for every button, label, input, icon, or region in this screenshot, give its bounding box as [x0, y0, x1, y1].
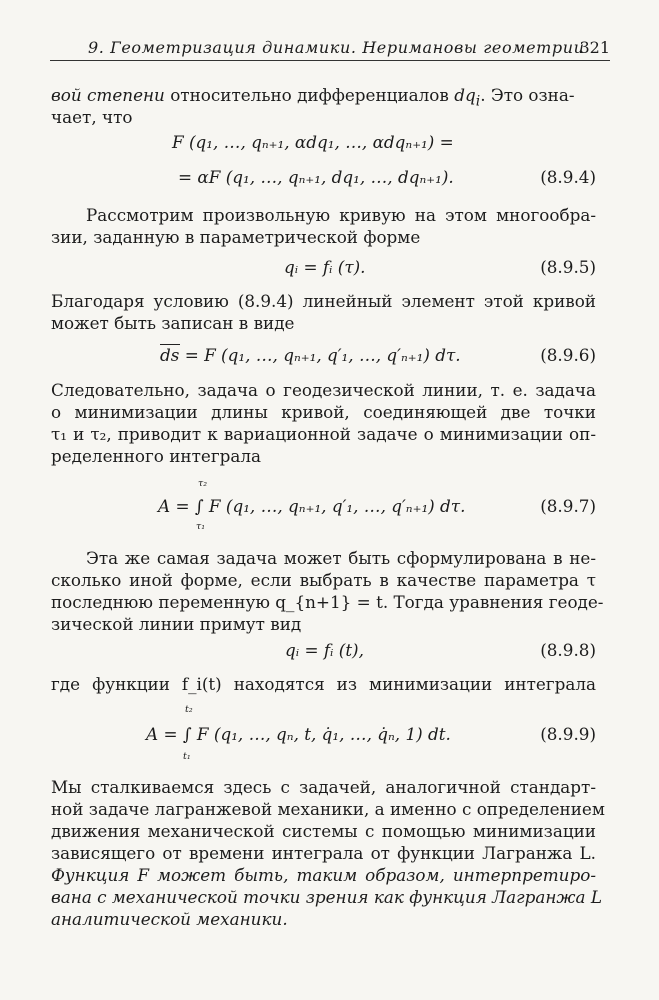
equation-8-9-5: qᵢ = fᵢ (τ). — [284, 257, 366, 277]
text-line: где функции f_i(t) находятся из минимизации интеграла — [51, 674, 596, 694]
italic-phrase: вой степени — [51, 85, 165, 105]
integral-lower-limit: t₁ — [183, 751, 191, 762]
math-dq: dq — [454, 85, 476, 105]
text-line: Следовательно, задача о геодезической линии, т. е. задача — [51, 380, 596, 400]
text-line: Мы сталкиваемся здесь с задачей, аналогичной стандарт- — [51, 777, 596, 797]
equation-8-9-4-line2: = αF (q₁, …, qₙ₊₁, dq₁, …, dqₙ₊₁). — [178, 167, 454, 187]
text-line: зависящего от времени интеграла от функции Лагранжа L. — [51, 843, 596, 863]
text-line: Благодаря условию (8.9.4) линейный элемент этой кривой — [51, 291, 596, 311]
math-sub-i: i — [475, 93, 481, 110]
text-line: чает, что — [51, 107, 133, 127]
integral-lower-limit: τ₁ — [196, 521, 206, 532]
text-line: последнюю переменную q_{n+1} = t. Тогда уравнения геоде- — [51, 592, 604, 612]
text-line: τ₁ и τ₂, приводит к вариационной задаче о минимизации оп- — [51, 424, 596, 444]
text-line: зии, заданную в параметрической форме — [51, 227, 421, 247]
text-line: ной задаче лагранжевой механики, а именно с определением — [51, 799, 605, 819]
text-line: Эта же самая задача может быть сформулирована в не- — [86, 548, 596, 568]
text-span: относительно дифференциалов — [164, 85, 455, 105]
text-line: зической линии примут вид — [51, 614, 302, 634]
overline-mark — [160, 344, 180, 345]
text-line-italic: Функция F может быть, таким образом, интерпретиро- — [51, 865, 596, 885]
equation-number: (8.9.8) — [540, 640, 596, 660]
text-line: ределенного интеграла — [51, 446, 262, 466]
text-line: движения механической системы с помощью минимизации — [51, 821, 596, 841]
equation-number: (8.9.6) — [540, 345, 596, 365]
text-line: может быть записан в виде — [51, 313, 295, 333]
text-line: сколько иной форме, если выбрать в качестве параметра τ — [51, 570, 596, 590]
text-line-italic: вана с механической точки зрения как функция Лагранжа L — [51, 887, 602, 907]
equation-number: (8.9.5) — [540, 257, 596, 277]
equation-8-9-4-line1: F (q₁, …, qₙ₊₁, αdq₁, …, αdqₙ₊₁) = — [172, 132, 454, 152]
header-title: 9. Геометризация динамики. Неримановы геометрии — [88, 38, 585, 57]
text-line: о минимизации длины кривой, соединяющей две точки — [51, 402, 596, 422]
equation-8-9-6: ds = F (q₁, …, qₙ₊₁, q′₁, …, q′ₙ₊₁) dτ. — [160, 345, 461, 365]
equation-8-9-8: qᵢ = fᵢ (t), — [285, 640, 364, 660]
text-span: . Это озна- — [480, 85, 575, 105]
text-line-italic: аналитической механики. — [51, 909, 288, 929]
equation-number: (8.9.9) — [540, 724, 596, 744]
text-line: Рассмотрим произвольную кривую на этом многообра- — [86, 205, 596, 225]
integral-upper-limit: τ₂ — [198, 478, 208, 489]
equation-8-9-7: A = ∫ F (q₁, …, qₙ₊₁, q′₁, …, q′ₙ₊₁) dτ. — [158, 496, 466, 516]
equation-number: (8.9.7) — [540, 496, 596, 516]
equation-8-9-9: A = ∫ F (q₁, …, qₙ, t, q̇₁, …, q̇ₙ, 1) dt. — [146, 724, 451, 744]
integral-upper-limit: t₂ — [185, 704, 193, 715]
equation-number: (8.9.4) — [540, 167, 596, 187]
page-number: 321 — [579, 38, 610, 57]
running-header — [50, 38, 610, 61]
